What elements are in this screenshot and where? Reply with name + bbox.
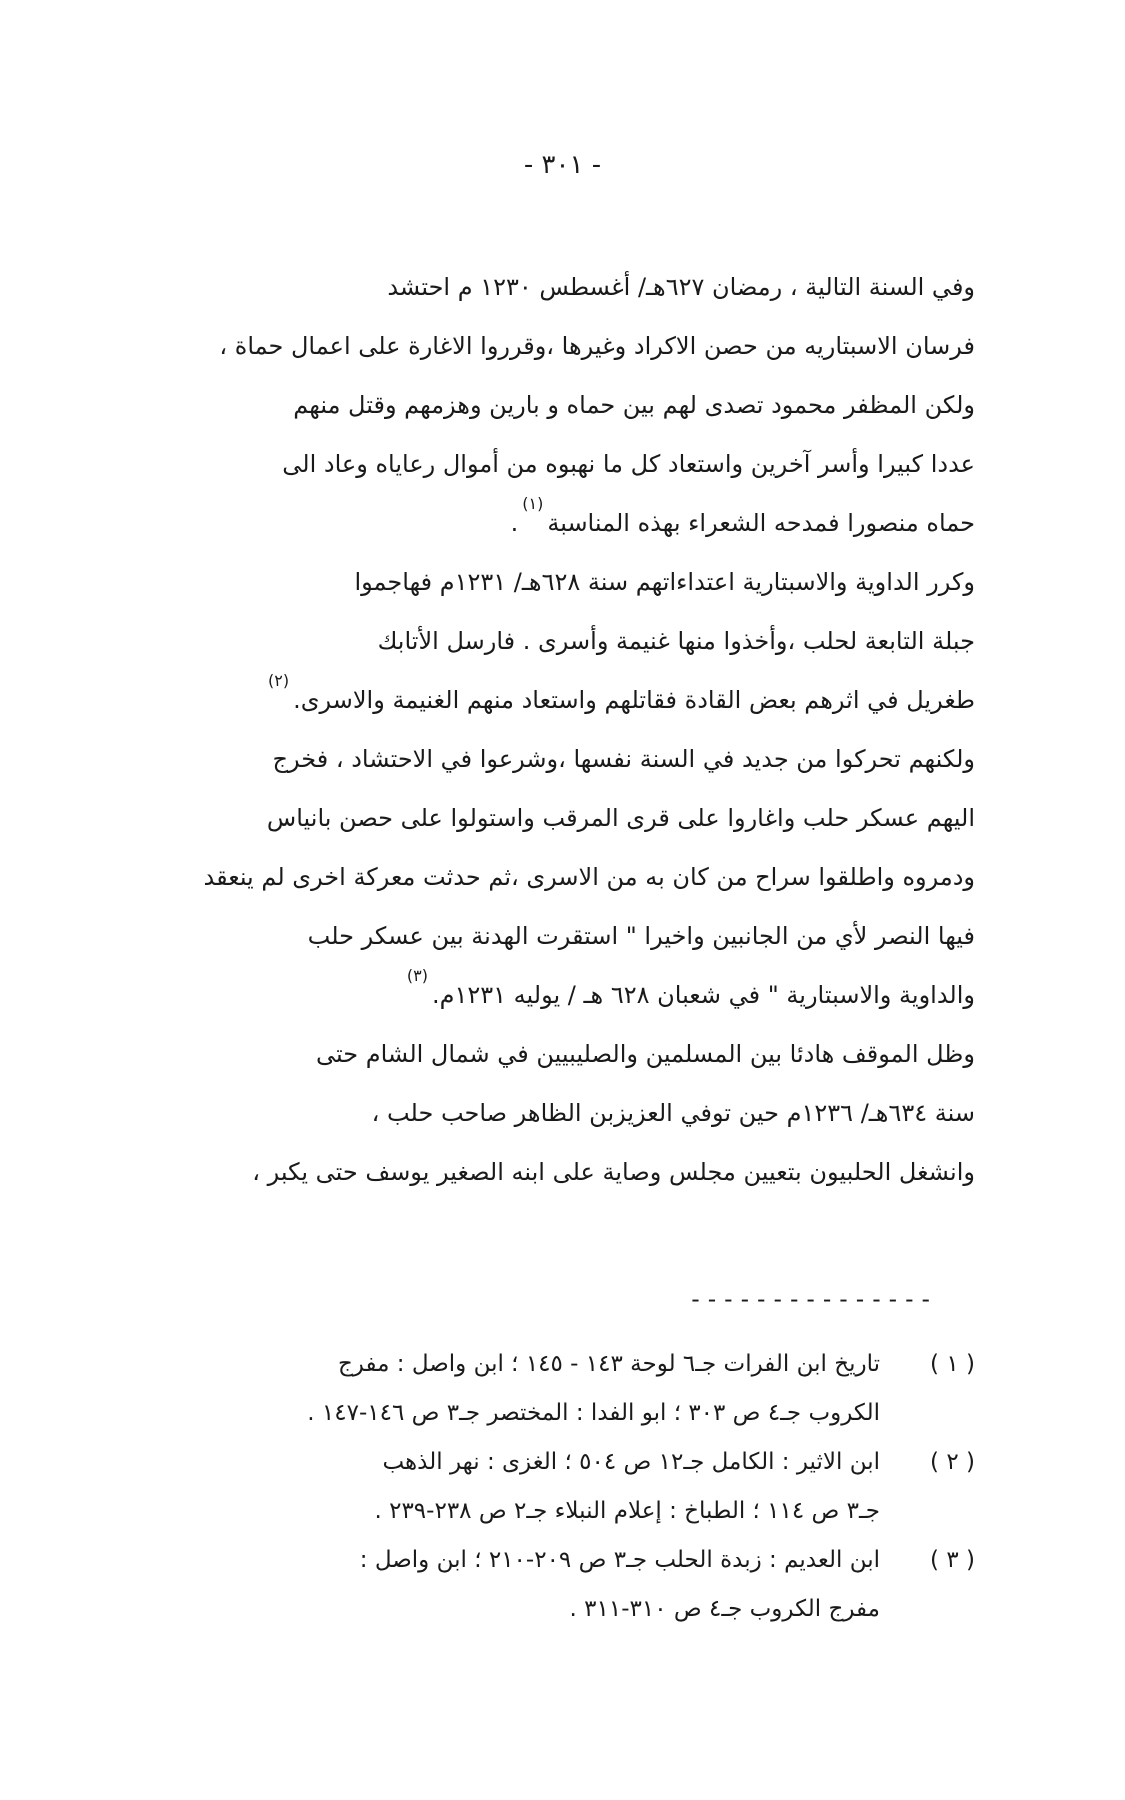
footnote-number: ( ١ ) xyxy=(930,1351,975,1377)
text-line: وظل الموقف هادئا بين المسلمين والصليبيين في شمال الشام حتى xyxy=(316,1040,975,1068)
footnote-number: ( ٢ ) xyxy=(930,1449,975,1475)
footnote-line: مفرج الكروب جـ٤ ص ٣١٠-٣١١ . xyxy=(569,1596,880,1622)
text-line: اليهم عسكر حلب واغاروا على قرى المرقب واستولوا على حصن بانياس xyxy=(266,804,975,832)
text-line: سنة ٦٣٤هـ/ ١٢٣٦م حين توفي العزيزبن الظاهر صاحب حلب ، xyxy=(371,1099,975,1127)
footnote-line: جـ٣ ص ١١٤ ؛ الطباخ : إعلام النبلاء جـ٢ ص ٢٣٨-٢٣٩ . xyxy=(374,1498,880,1524)
text-line: ودمروه واطلقوا سراح من كان به من الاسرى ،ثم حدثت معركة اخرى لم ينعقد xyxy=(203,863,975,891)
text-line: عددا كبيرا وأسر آخرين واستعاد كل ما نهبوه من أموال رعاياه وعاد الى xyxy=(282,450,975,478)
footnote-reference: (٢) xyxy=(268,671,290,690)
text-line: فرسان الاسبتاريه من حصن الاكراد وغيرها ،وقرروا الاغارة على اعمال حماة ، xyxy=(219,332,975,360)
text-line: ولكنهم تحركوا من جديد في السنة نفسها ،وشرعوا في الاحتشاد ، فخرج xyxy=(272,745,975,773)
text-line xyxy=(175,494,975,553)
text-line xyxy=(175,966,975,1025)
paragraph-2 xyxy=(175,553,975,1025)
text-segment: والداوية والاسبتارية " في شعبان ٦٢٨ هـ / يوليه ١٢٣١م xyxy=(439,981,975,1009)
text-segment: حماه منصورا فمدحه الشعراء بهذه المناسبة xyxy=(547,509,975,537)
paragraph-1 xyxy=(175,258,975,553)
text-line: وانشغل الحلبيون بتعيين مجلس وصاية على ابنه الصغير يوسف حتى يكبر ، xyxy=(252,1158,975,1186)
footnote-separator: --------------- xyxy=(688,1285,935,1313)
sentence-end: . xyxy=(293,686,301,714)
footnote-line: ابن الاثير : الكامل جـ١٢ ص ٥٠٤ ؛ الغزى : نهر الذهب xyxy=(382,1449,880,1475)
footnote-line: الكروب جـ٤ ص ٣٠٣ ؛ ابو الفدا : المختصر جـ٣ ص ١٤٦-١٤٧ . xyxy=(307,1400,880,1426)
footnote-number: ( ٣ ) xyxy=(930,1547,975,1573)
text-line: جبلة التابعة لحلب ،وأخذوا منها غنيمة وأسرى . فارسل الأتابك xyxy=(377,627,975,655)
footnote-1 xyxy=(175,1340,975,1438)
text-line: ولكن المظفر محمود تصدى لهم بين حماه و بارين وهزمهم وقتل منهم xyxy=(293,391,975,419)
text-segment: طغريل في اثرهم بعض القادة فقاتلهم واستعاد منهم الغنيمة والاسرى xyxy=(300,686,975,714)
footnotes xyxy=(175,1340,975,1634)
body-text xyxy=(175,258,975,1202)
footnote-line: تاريخ ابن الفرات جـ٦ لوحة ١٤٣ - ١٤٥ ؛ ابن واصل : مفرج xyxy=(337,1351,880,1377)
paragraph-3 xyxy=(175,1025,975,1202)
text-line: فيها النصر لأي من الجانبين واخيرا " استقرت الهدنة بين عسكر حلب xyxy=(307,922,975,950)
footnote-reference: (٣) xyxy=(406,966,428,985)
text-line xyxy=(175,671,975,730)
footnote-3 xyxy=(175,1536,975,1634)
footnote-reference: (١) xyxy=(522,494,544,513)
page-number: - ٣٠١ - xyxy=(523,150,602,180)
text-line: وكرر الداوية والاسبتارية اعتداءاتهم سنة ٦٢٨هـ/ ١٢٣١م فهاجموا xyxy=(354,568,975,596)
text-line: وفي السنة التالية ، رمضان ٦٢٧هـ/ أغسطس ١٢٣٠ م احتشد xyxy=(387,273,975,301)
sentence-end: . xyxy=(431,981,440,1009)
sentence-end: . xyxy=(510,509,519,537)
footnote-line: ابن العديم : زبدة الحلب جـ٣ ص ٢٠٩-٢١٠ ؛ ابن واصل : xyxy=(359,1547,880,1573)
footnote-2 xyxy=(175,1438,975,1536)
